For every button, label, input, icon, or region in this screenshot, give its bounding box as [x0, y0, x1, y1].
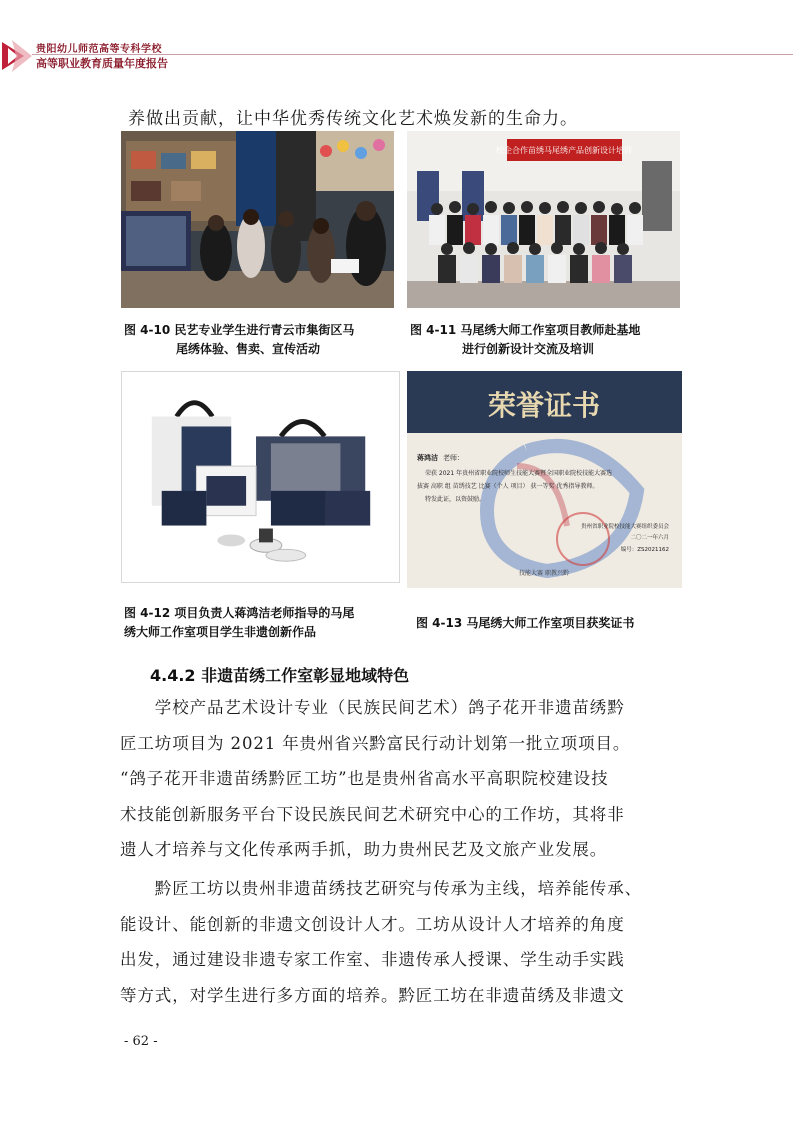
paragraph-line: 等方式，对学生进行多方面的培养。黔匠工坊在非遗苗绣及非遗文	[120, 985, 625, 1005]
report-logo-icon	[2, 40, 32, 72]
photo-training-group	[407, 131, 680, 308]
lead-line: 养做出贡献，让中华优秀传统文化艺术焕发新的生命力。	[128, 109, 578, 129]
caption-line: 绣大师工作室项目学生非遗创新作品	[124, 625, 317, 639]
caption-figure-4-13	[416, 614, 686, 633]
certificate-line: 荣获 2021 年贵州省职业院校师生技能大赛暨全国职业院校技能大赛选	[425, 470, 613, 477]
certificate-number: 编号：ZS2021162	[620, 547, 669, 553]
caption-line: 尾绣体验、售卖、宣传活动	[176, 342, 321, 356]
certificate-recipient-suffix: 老师：	[443, 454, 464, 462]
page-number: - 62 -	[124, 1034, 158, 1049]
paragraph-1	[120, 690, 680, 868]
photo-market-activity	[121, 131, 394, 308]
certificate-title: 荣誉证书	[487, 389, 601, 422]
paragraph-line: “鸽子花开非遗苗绣黔匠工坊”也是贵州省高水平高职院校建设技	[120, 769, 609, 788]
page-header	[0, 36, 793, 76]
paragraph-line: 出发，通过建设非遗专家工作室、非遗传承人授课、学生动手实践	[120, 950, 625, 969]
certificate-date: 二〇二一年六月	[630, 535, 669, 541]
caption-line: 图 4-10 民艺专业学生进行青云市集街区马	[124, 323, 355, 337]
paragraph-2	[120, 871, 680, 1013]
certificate-org: 贵州省职业院校技能大赛组织委员会	[580, 524, 669, 530]
caption-line: 进行创新设计交流及培训	[462, 342, 595, 356]
certificate-line: 拔赛 高职 组 苗绣技艺 比赛（个人 项目） 获一等奖 优秀指导教师。	[417, 483, 599, 490]
caption-line: 图 4-11 马尾绣大师工作室项目教师赴基地	[410, 323, 641, 337]
caption-figure-4-11	[410, 321, 680, 359]
caption-figure-4-12	[124, 604, 414, 642]
paragraph-line: 学校产品艺术设计专业（民族民间艺术）鸽子花开非遗苗绣黔	[120, 698, 625, 717]
school-name: 贵阳幼儿师范高等专科学校	[36, 44, 162, 55]
paragraph-line: 匠工坊项目为 2021 年贵州省兴黔富民行动计划第一批立项项目。	[120, 733, 631, 753]
certificate-recipient: 蒋鸿洁	[417, 454, 438, 462]
paragraph-line: 能设计、能创新的非遗文创设计人才。工坊从设计人才培养的角度	[120, 914, 625, 934]
caption-figure-4-10	[124, 321, 394, 359]
section-heading: 4.4.2 非遗苗绣工作室彰显地域特色	[150, 666, 410, 685]
paragraph-line: 黔匠工坊以贵州非遗苗绣技艺研究与传承为主线，培养能传承、	[120, 879, 642, 898]
photo-embroidery-bags	[121, 371, 400, 583]
photo-award-certificate	[407, 371, 682, 588]
certificate-line: 特发此证，以资鼓励。	[425, 496, 486, 503]
paragraph-line: 遗人才培养与文化传承两手抓，助力贵州民艺及文旅产业发展。	[120, 840, 608, 859]
report-title: 高等职业教育质量年度报告	[36, 57, 168, 70]
caption-line: 图 4-12 项目负责人蒋鸿洁老师指导的马尾	[124, 606, 355, 620]
paragraph-line: 术技能创新服务平台下设民族民间艺术研究中心的工作坊，其将非	[120, 804, 625, 824]
banner-text: 校企合作苗绣马尾绣产品创新设计培训	[496, 146, 632, 155]
certificate-footer: 技能大赛 职教兴黔	[519, 570, 569, 577]
caption-line: 图 4-13 马尾绣大师工作室项目获奖证书	[416, 616, 635, 630]
